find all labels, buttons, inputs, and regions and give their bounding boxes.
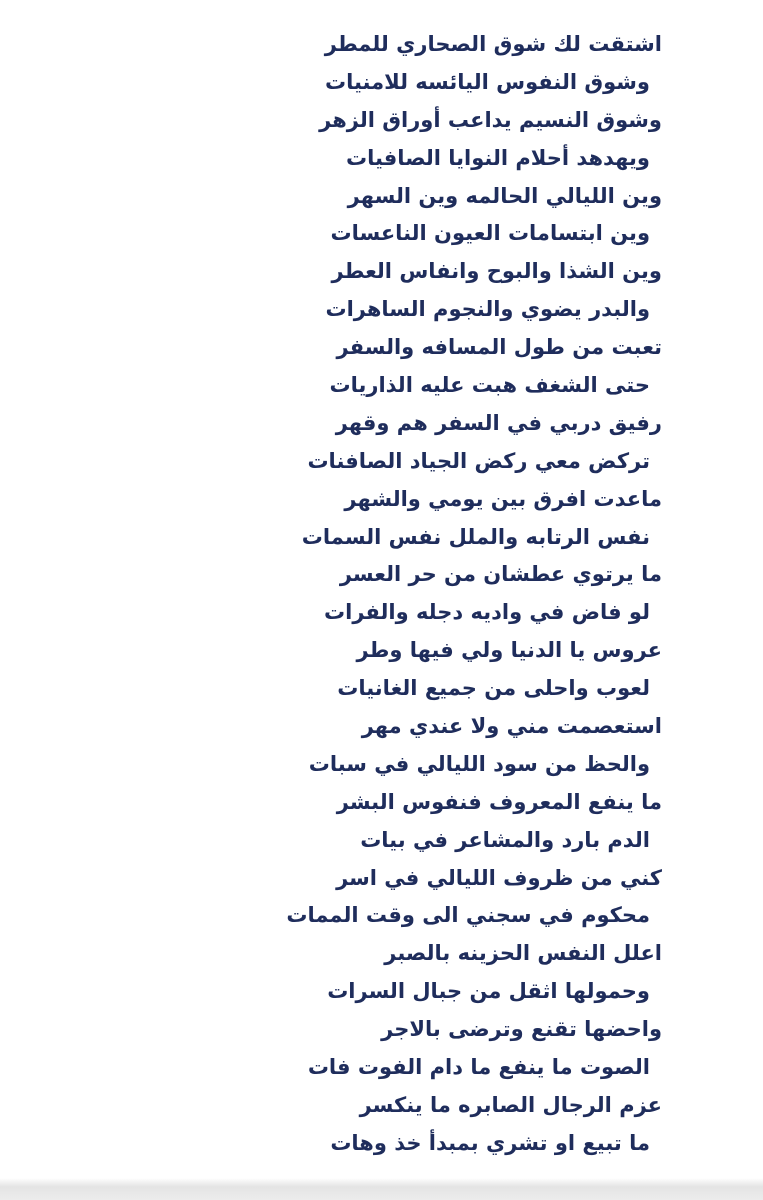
verse-line: وشوق النفوس اليائسه للامنيات <box>325 69 650 94</box>
verse-line: عزم الرجال الصابره ما ينكسر <box>359 1092 662 1117</box>
verse-line: وشوق النسيم يداعب أوراق الزهر <box>319 107 662 132</box>
verse-line: لو فاض في واديه دجله والفرات <box>324 600 650 625</box>
verse-line: وين ابتسامات العيون الناعسات <box>330 221 650 246</box>
verse-line: لعوب واحلى من جميع الغانيات <box>337 676 650 701</box>
verse-line: وين الشذا والبوح وانفاس العطر <box>331 259 662 284</box>
verse-line: نفس الرتابه والملل نفس السمات <box>301 524 650 549</box>
verse-line: ما تبيع او تشري بمبدأ خذ وهات <box>330 1130 650 1155</box>
verse-line: والحظ من سود الليالي في سبات <box>308 751 650 776</box>
verse-line: كني من ظروف الليالي في اسر <box>336 865 662 890</box>
verse-line: والبدر يضوي والنجوم الساهرات <box>325 297 650 322</box>
verse-line: وين الليالي الحالمه وين السهر <box>347 183 662 208</box>
verse-line: استعصمت مني ولا عندي مهر <box>361 714 662 739</box>
verse-line: واحضها تقنع وترضى بالاجر <box>381 1017 662 1042</box>
verse-line: الدم بارد والمشاعر في بيات <box>360 827 650 852</box>
verse-line: تعبت من طول المسافه والسفر <box>336 335 662 360</box>
verse-line: ويهدهد أحلام النوايا الصافيات <box>346 145 650 170</box>
verse-line: اعلل النفس الحزينه بالصبر <box>384 941 662 966</box>
verse-line: عروس يا الدنيا ولي فيها وطر <box>356 638 662 663</box>
verse-line: حتى الشغف هبت عليه الذاريات <box>329 373 650 398</box>
verse-line: تركض معي ركض الجياد الصافنات <box>307 448 650 473</box>
page-bottom-edge <box>0 1178 763 1200</box>
poem <box>0 26 763 1163</box>
verse-line: اشتقت لك شوق الصحاري للمطر <box>324 32 662 56</box>
verse-line: ما ينفع المعروف فنفوس البشر <box>336 789 662 814</box>
verse-line: ماعدت افرق بين يومي والشهر <box>344 486 662 511</box>
verse-line: ما يرتوي عطشان من حر العسر <box>339 562 662 587</box>
verse-line: الصوت ما ينفع ما دام الفوت فات <box>307 1055 650 1080</box>
verse-line: وحمولها اثقل من جبال السرات <box>327 979 650 1004</box>
verse-line: محكوم في سجني الى وقت الممات <box>286 903 650 928</box>
verse-line: رفيق دربي في السفر هم وقهر <box>335 410 662 435</box>
